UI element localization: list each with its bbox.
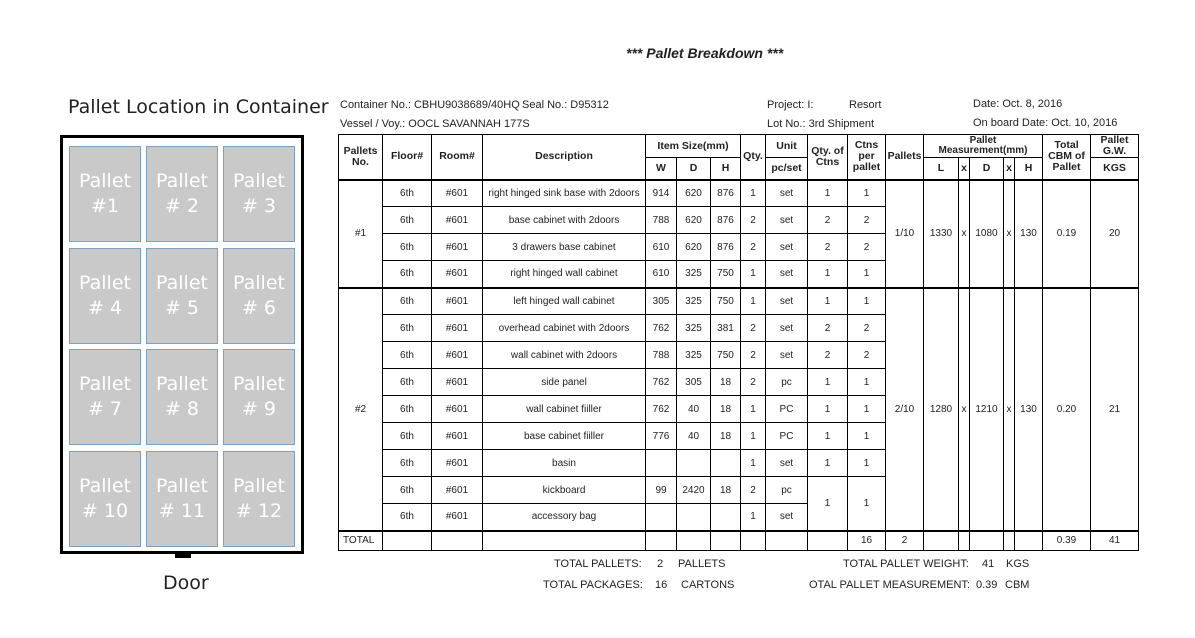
- room-cell: #601: [432, 369, 483, 396]
- col-unit-sub: pc/set: [766, 158, 808, 180]
- ctns-per-pallet-cell: 1: [848, 369, 886, 396]
- d-cell: 2420: [677, 477, 711, 504]
- total-label-cell: TOTAL: [339, 531, 383, 551]
- project-label: Project: I:: [767, 99, 814, 111]
- total-ctns-cell: 16: [848, 531, 886, 551]
- ctns-per-pallet-cell: 2: [848, 207, 886, 234]
- pallet-number: # 12: [235, 500, 283, 522]
- unit-cell: set: [766, 315, 808, 342]
- d-cell: 305: [677, 369, 711, 396]
- pallet-label: Pallet: [233, 170, 285, 192]
- qty-cell: 2: [741, 315, 766, 342]
- h-cell: 381: [711, 315, 741, 342]
- col-x1: x: [959, 158, 970, 180]
- pallet-label: Pallet: [79, 475, 131, 497]
- lot-no: Lot No.: 3rd Shipment: [767, 118, 875, 130]
- description-cell: left hinged wall cabinet: [483, 288, 646, 315]
- d-cell: 620: [677, 234, 711, 261]
- meas-x-cell: x: [1004, 288, 1015, 531]
- onboard-date: On board Date: Oct. 10, 2016: [973, 117, 1118, 129]
- total-packages-value: 16: [655, 579, 668, 591]
- h-cell: [711, 504, 741, 531]
- description-cell: right hinged wall cabinet: [483, 261, 646, 288]
- description-cell: right hinged sink base with 2doors: [483, 180, 646, 207]
- qty-ctns-cell: 2: [808, 234, 848, 261]
- measurement-value: 0.39: [976, 579, 998, 591]
- floor-cell: 6th: [383, 261, 432, 288]
- pallet-number: #1: [90, 195, 119, 217]
- col-pallets: Pallets: [886, 135, 924, 180]
- unit-cell: set: [766, 342, 808, 369]
- h-cell: 750: [711, 261, 741, 288]
- col-pallet-measurement: Pallet Measurement(mm): [924, 135, 1043, 158]
- qty-ctns-cell: 1: [808, 450, 848, 477]
- col-total-cbm: Total CBM of Pallet: [1043, 135, 1091, 180]
- description-cell: side panel: [483, 369, 646, 396]
- table-row: [339, 180, 1139, 207]
- pallet-slot: [223, 349, 295, 445]
- total-pallets-value: 2: [657, 558, 664, 570]
- container-no: Container No.: CBHU9038689/40HQ: [340, 99, 520, 111]
- col-x2: x: [1004, 158, 1015, 180]
- empty-cell: [711, 531, 741, 551]
- qty-ctns-cell: 1: [808, 369, 848, 396]
- col-w: W: [646, 158, 677, 180]
- total-pallets-unit: PALLETS: [678, 558, 726, 570]
- pallet-label: Pallet: [233, 373, 285, 395]
- meas-h-cell: 130: [1015, 288, 1043, 531]
- total-pallets-label: TOTAL PALLETS:: [554, 558, 642, 570]
- meas-l-cell: 1330: [924, 180, 959, 288]
- unit-cell: set: [766, 180, 808, 207]
- h-cell: 750: [711, 288, 741, 315]
- col-mh: H: [1015, 158, 1043, 180]
- qty-ctns-cell: 1: [808, 180, 848, 207]
- total-pallets-cell: 2: [886, 531, 924, 551]
- qty-ctns-cell: 1: [808, 261, 848, 288]
- pallet-slot: [146, 451, 218, 547]
- unit-cell: set: [766, 288, 808, 315]
- date: Date: Oct. 8, 2016: [973, 98, 1063, 110]
- ctns-per-pallet-cell: 2: [848, 234, 886, 261]
- floor-cell: 6th: [383, 234, 432, 261]
- col-pallets-no: Pallets No.: [339, 135, 383, 180]
- unit-cell: set: [766, 207, 808, 234]
- unit-cell: PC: [766, 396, 808, 423]
- pallet-label: Pallet: [79, 272, 131, 294]
- empty-cell: [383, 531, 432, 551]
- room-cell: #601: [432, 504, 483, 531]
- w-cell: 762: [646, 396, 677, 423]
- pallet-label: Pallet: [233, 272, 285, 294]
- col-h: H: [711, 158, 741, 180]
- ctns-per-pallet-cell: 1: [848, 288, 886, 315]
- room-cell: #601: [432, 423, 483, 450]
- pallet-number: # 10: [81, 500, 129, 522]
- h-cell: 18: [711, 396, 741, 423]
- measurement-unit: CBM: [1005, 579, 1030, 591]
- empty-cell: [1004, 531, 1015, 551]
- room-cell: #601: [432, 207, 483, 234]
- pallet-slot: [223, 146, 295, 242]
- d-cell: 325: [677, 342, 711, 369]
- description-cell: wall cabinet with 2doors: [483, 342, 646, 369]
- qty-cell: 2: [741, 207, 766, 234]
- ctns-per-pallet-cell: 2: [848, 342, 886, 369]
- floor-cell: 6th: [383, 396, 432, 423]
- room-cell: #601: [432, 261, 483, 288]
- empty-cell: [646, 531, 677, 551]
- project-name: Resort: [849, 99, 882, 111]
- total-packages-label: TOTAL PACKAGES:: [543, 579, 643, 591]
- w-cell: 610: [646, 261, 677, 288]
- d-cell: 40: [677, 423, 711, 450]
- total-row: [339, 531, 1139, 551]
- ctns-per-pallet-cell: 1: [848, 423, 886, 450]
- description-cell: kickboard: [483, 477, 646, 504]
- location-title: Pallet Location in Container: [68, 96, 329, 118]
- ctns-per-pallet-cell: 1: [848, 180, 886, 207]
- room-cell: #601: [432, 342, 483, 369]
- qty-ctns-cell: 2: [808, 207, 848, 234]
- pallet-slot: [69, 146, 141, 242]
- w-cell: 788: [646, 342, 677, 369]
- pallet-slot: [146, 248, 218, 344]
- d-cell: [677, 504, 711, 531]
- floor-cell: 6th: [383, 207, 432, 234]
- meas-x-cell: x: [1004, 180, 1015, 288]
- unit-cell: PC: [766, 423, 808, 450]
- floor-cell: 6th: [383, 504, 432, 531]
- w-cell: 762: [646, 369, 677, 396]
- floor-cell: 6th: [383, 369, 432, 396]
- w-cell: 762: [646, 315, 677, 342]
- w-cell: 99: [646, 477, 677, 504]
- w-cell: 610: [646, 234, 677, 261]
- h-cell: 876: [711, 234, 741, 261]
- col-kgs: KGS: [1091, 158, 1139, 180]
- qty-cell: 2: [741, 342, 766, 369]
- total-gw-cell: 41: [1091, 531, 1139, 551]
- measurement-label: OTAL PALLET MEASUREMENT:: [809, 579, 970, 591]
- d-cell: 620: [677, 207, 711, 234]
- total-cbm-cell: 0.39: [1043, 531, 1091, 551]
- w-cell: [646, 504, 677, 531]
- seal-no: Seal No.: D95312: [522, 99, 609, 111]
- w-cell: [646, 450, 677, 477]
- pallet-label: Pallet: [156, 373, 208, 395]
- pallet-slot: [223, 248, 295, 344]
- qty-ctns-cell: 2: [808, 342, 848, 369]
- pallet-number: # 8: [164, 398, 200, 420]
- empty-cell: [970, 531, 1004, 551]
- qty-cell: 2: [741, 477, 766, 504]
- unit-cell: set: [766, 504, 808, 531]
- pallet-slot: [69, 248, 141, 344]
- unit-cell: pc: [766, 369, 808, 396]
- h-cell: 18: [711, 477, 741, 504]
- qty-cell: 1: [741, 423, 766, 450]
- empty-cell: [483, 531, 646, 551]
- pallet-label: Pallet: [79, 373, 131, 395]
- description-cell: basin: [483, 450, 646, 477]
- meas-x-cell: x: [959, 180, 970, 288]
- pallet-number: # 5: [164, 297, 200, 319]
- qty-cell: 1: [741, 288, 766, 315]
- pallet-label: Pallet: [156, 475, 208, 497]
- description-cell: base cabinet with 2doors: [483, 207, 646, 234]
- unit-cell: pc: [766, 477, 808, 504]
- d-cell: 325: [677, 288, 711, 315]
- pallet-number: # 4: [87, 297, 123, 319]
- qty-cell: 1: [741, 261, 766, 288]
- meas-d-cell: 1210: [970, 288, 1004, 531]
- pallet-number: # 7: [87, 398, 123, 420]
- empty-cell: [1015, 531, 1043, 551]
- h-cell: 876: [711, 180, 741, 207]
- floor-cell: 6th: [383, 180, 432, 207]
- col-d: D: [677, 158, 711, 180]
- col-l: L: [924, 158, 959, 180]
- floor-cell: 6th: [383, 423, 432, 450]
- description-cell: 3 drawers base cabinet: [483, 234, 646, 261]
- d-cell: [677, 450, 711, 477]
- qty-ctns-cell: 1: [808, 423, 848, 450]
- qty-ctns-cell: 1: [808, 396, 848, 423]
- d-cell: 40: [677, 396, 711, 423]
- page-title: *** Pallet Breakdown ***: [626, 45, 784, 61]
- ctns-per-pallet-cell: 2: [848, 315, 886, 342]
- gw-cell: 20: [1091, 180, 1139, 288]
- floor-cell: 6th: [383, 315, 432, 342]
- empty-cell: [924, 531, 959, 551]
- d-cell: 620: [677, 180, 711, 207]
- ctns-per-pallet-cell: 1: [848, 261, 886, 288]
- empty-cell: [766, 531, 808, 551]
- ctns-per-pallet-cell: 1: [848, 396, 886, 423]
- pallet-slot: [146, 146, 218, 242]
- meas-h-cell: 130: [1015, 180, 1043, 288]
- floor-cell: 6th: [383, 477, 432, 504]
- qty-cell: 1: [741, 180, 766, 207]
- room-cell: #601: [432, 477, 483, 504]
- empty-cell: [808, 531, 848, 551]
- total-packages-unit: CARTONS: [681, 579, 735, 591]
- col-description: Description: [483, 135, 646, 180]
- pallet-label: Pallet: [156, 170, 208, 192]
- pallet-label: Pallet: [79, 170, 131, 192]
- col-floor: Floor#: [383, 135, 432, 180]
- pallet-slot: [69, 349, 141, 445]
- col-pallet-gw: Pallet G.W.: [1091, 135, 1139, 158]
- room-cell: #601: [432, 288, 483, 315]
- description-cell: overhead cabinet with 2doors: [483, 315, 646, 342]
- door-label: Door: [163, 572, 209, 594]
- pallet-breakdown-table: [338, 134, 1139, 551]
- pallet-label: Pallet: [156, 272, 208, 294]
- container-diagram: [60, 135, 304, 554]
- h-cell: 18: [711, 369, 741, 396]
- table-row: [339, 288, 1139, 315]
- empty-cell: [741, 531, 766, 551]
- w-cell: 914: [646, 180, 677, 207]
- qty-cell: 1: [741, 450, 766, 477]
- unit-cell: set: [766, 450, 808, 477]
- col-qty-ctns: Qty. of Ctns: [808, 135, 848, 180]
- qty-cell: 2: [741, 234, 766, 261]
- h-cell: [711, 450, 741, 477]
- meas-d-cell: 1080: [970, 180, 1004, 288]
- pallet-number: # 3: [241, 195, 277, 217]
- room-cell: #601: [432, 450, 483, 477]
- empty-cell: [677, 531, 711, 551]
- floor-cell: 6th: [383, 288, 432, 315]
- room-cell: #601: [432, 315, 483, 342]
- pallet-label: Pallet: [233, 475, 285, 497]
- h-cell: 18: [711, 423, 741, 450]
- qty-cell: 2: [741, 369, 766, 396]
- empty-cell: [432, 531, 483, 551]
- d-cell: 325: [677, 261, 711, 288]
- weight-label: TOTAL PALLET WEIGHT:: [843, 558, 969, 570]
- pallets-cell: 2/10: [886, 288, 924, 531]
- cbm-cell: 0.20: [1043, 288, 1091, 531]
- col-unit: Unit: [766, 135, 808, 158]
- pallet-slot: [69, 451, 141, 547]
- weight-value: 41: [982, 558, 995, 570]
- qty-ctns-cell: 2: [808, 315, 848, 342]
- vessel-voyage: Vessel / Voy.: OOCL SAVANNAH 177S: [340, 118, 530, 130]
- pallet-number: # 11: [158, 500, 206, 522]
- pallet-no-cell: #2: [339, 288, 383, 531]
- h-cell: 876: [711, 207, 741, 234]
- qty-ctns-cell: 1: [808, 477, 848, 531]
- ctns-per-pallet-cell: 1: [848, 477, 886, 531]
- description-cell: accessory bag: [483, 504, 646, 531]
- meas-x-cell: x: [959, 288, 970, 531]
- qty-cell: 1: [741, 504, 766, 531]
- d-cell: 325: [677, 315, 711, 342]
- h-cell: 750: [711, 342, 741, 369]
- description-cell: base cabinet fiiller: [483, 423, 646, 450]
- col-room: Room#: [432, 135, 483, 180]
- pallets-cell: 1/10: [886, 180, 924, 288]
- qty-ctns-cell: 1: [808, 288, 848, 315]
- col-qty: Qty.: [741, 135, 766, 180]
- room-cell: #601: [432, 234, 483, 261]
- w-cell: 788: [646, 207, 677, 234]
- col-md: D: [970, 158, 1004, 180]
- unit-cell: set: [766, 261, 808, 288]
- gw-cell: 21: [1091, 288, 1139, 531]
- floor-cell: 6th: [383, 342, 432, 369]
- meas-l-cell: 1280: [924, 288, 959, 531]
- empty-cell: [959, 531, 970, 551]
- w-cell: 776: [646, 423, 677, 450]
- w-cell: 305: [646, 288, 677, 315]
- pallet-no-cell: #1: [339, 180, 383, 288]
- floor-cell: 6th: [383, 450, 432, 477]
- pallet-slot: [146, 349, 218, 445]
- col-ctns-per-pallet: Ctns per pallet: [848, 135, 886, 180]
- ctns-per-pallet-cell: 1: [848, 450, 886, 477]
- door-marker: [175, 552, 191, 558]
- description-cell: wall cabinet fiiller: [483, 396, 646, 423]
- unit-cell: set: [766, 234, 808, 261]
- cbm-cell: 0.19: [1043, 180, 1091, 288]
- room-cell: #601: [432, 396, 483, 423]
- pallet-number: # 9: [241, 398, 277, 420]
- qty-cell: 1: [741, 396, 766, 423]
- pallet-slot: [223, 451, 295, 547]
- pallet-number: # 6: [241, 297, 277, 319]
- col-item-size: Item Size(mm): [646, 135, 741, 158]
- room-cell: #601: [432, 180, 483, 207]
- pallet-number: # 2: [164, 195, 200, 217]
- weight-unit: KGS: [1006, 558, 1030, 570]
